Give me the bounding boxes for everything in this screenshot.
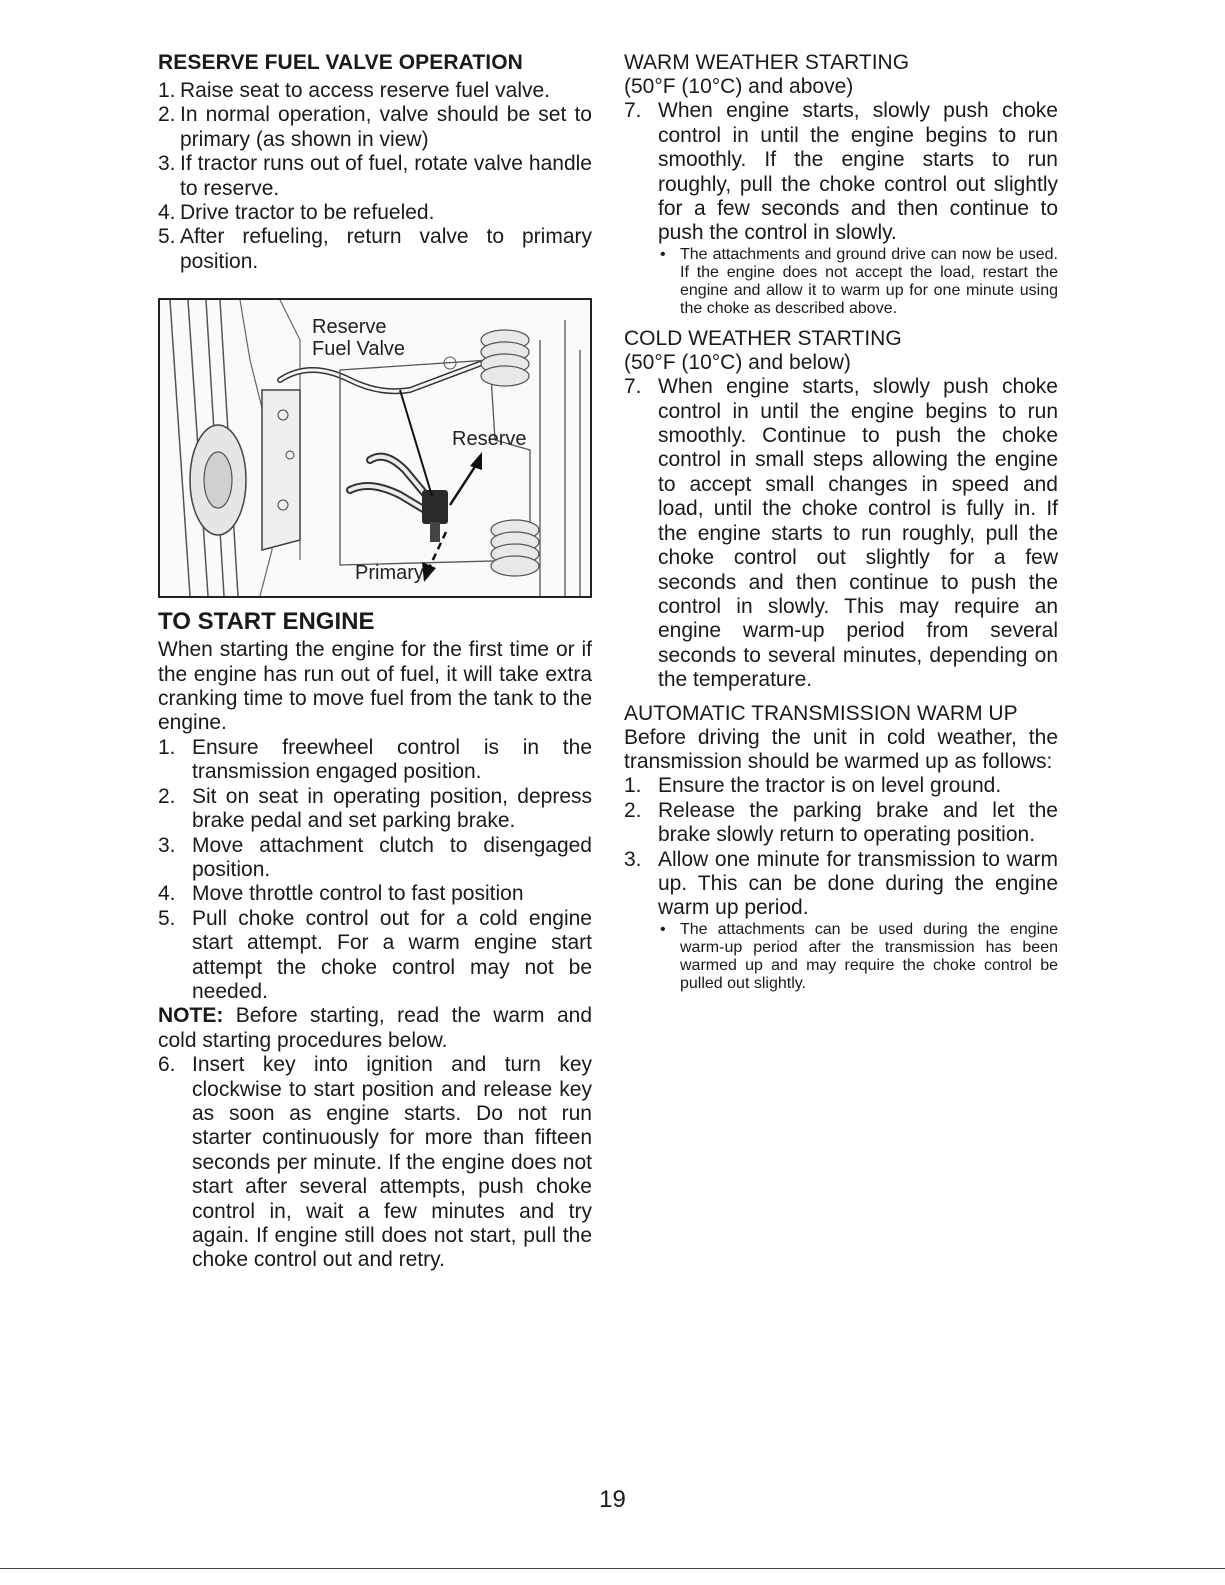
note-label: NOTE: [158, 1004, 224, 1028]
reserve-fuel-valve-figure [158, 298, 592, 598]
warm-sub: (50°F (10°C) and above) [624, 75, 854, 98]
start-step-6 [158, 1053, 592, 1273]
list-item: 5. Pull choke control out for a cold engine start attempt. For a warm engine start attempt the choke control may not be needed. [158, 906, 592, 1003]
list-item: 7. When engine starts, slowly push choke control in until the engine begins to run smoothly. If the engine starts to run roughly, pull the choke control out slightly for a few seconds and then continue to push the control in slowly. [624, 99, 1058, 245]
start-intro: When starting the engine for the first time or if the engine has run out of fuel, it will take extra cranking time to move fuel from the tank to the engine. [158, 638, 592, 735]
list-item: 2. In normal operation, valve should be set to primary (as shown in view) [158, 103, 592, 151]
list-item: 6. Insert key into ignition and turn key clockwise to start position and release key as soon as engine starts. Do not run starter continuously for more than fifteen seconds per minute. If the engine does not start after several attempts, push choke control in, wait a few minutes and try again. If engine still does not start, pull the choke control out and retry. [158, 1053, 592, 1272]
start-heading: TO START ENGINE [158, 608, 375, 636]
list-item: 4. Move throttle control to fast position [158, 882, 524, 906]
cold-heading: COLD WEATHER STARTING [624, 326, 902, 350]
start-steps [158, 736, 592, 1004]
start-note: NOTE: Before starting, read the warm and cold starting procedures below. [158, 1004, 592, 1052]
left-column [158, 50, 592, 1273]
list-item: 2. Release the parking brake and let the brake slowly return to operating position. [624, 798, 1058, 847]
auto-heading: AUTOMATIC TRANSMISSION WARM UP [624, 701, 1018, 725]
cold-steps [624, 375, 1058, 692]
figure-label-valve: Reserve Fuel Valve [312, 316, 406, 361]
list-item: 2. Sit on seat in operating position, depress brake pedal and set parking brake. [158, 784, 592, 833]
auto-intro: Before driving the unit in cold weather, the transmission should be warmed up as follows: [624, 725, 1058, 773]
list-item: 3. Allow one minute for transmission to warm up. This can be done during the engine warm up period. [624, 847, 1058, 920]
bottom-rule [0, 1568, 1225, 1569]
right-column [624, 50, 1058, 993]
figure-label-primary: Primary [355, 562, 424, 585]
reserve-steps [158, 79, 592, 274]
list-item: 1. Ensure freewheel control is in the transmission engaged position. [158, 735, 592, 784]
list-item: 1. Ensure the tractor is on level ground. [624, 774, 1002, 798]
figure-label-reserve: Reserve [452, 428, 527, 451]
auto-bullet: • The attachments can be used during the engine warm-up period after the transmission has been warmed up and may require the choke control be pulled out slightly. [660, 920, 1058, 992]
list-item: 3. If tractor runs out of fuel, rotate valve handle to reserve. [158, 152, 592, 200]
page-number: 19 [599, 1486, 626, 1513]
warm-bullet: • The attachments and ground drive can now be used. If the engine does not accept the load, restart the engine and allow it to warm up for one minute using the choke as described above. [660, 245, 1058, 317]
list-item: 4. Drive tractor to be refueled. [158, 201, 435, 225]
auto-steps [624, 774, 1058, 920]
cold-sub: (50°F (10°C) and below) [624, 350, 851, 374]
list-item: 7. When engine starts, slowly push choke control in until the engine begins to run smoothly. Continue to push the choke control in small steps allowing the engine to accept small changes in speed and load, until the choke control is fully in. If the engine starts to run roughly, pull the choke control out slightly for a few seconds and then continue to push the control in slowly. This may require an engine warm-up period from several seconds to several minutes, depending on the temperature. [624, 375, 1058, 692]
list-item: 5. After refueling, return valve to primary position. [158, 225, 592, 273]
list-item: 3. Move attachment clutch to disengaged position. [158, 833, 592, 881]
reserve-heading: RESERVE FUEL VALVE OPERATION [158, 51, 523, 74]
warm-steps [624, 99, 1058, 245]
list-item: 1. Raise seat to access reserve fuel valve. [158, 79, 551, 102]
warm-heading: WARM WEATHER STARTING [624, 51, 910, 74]
